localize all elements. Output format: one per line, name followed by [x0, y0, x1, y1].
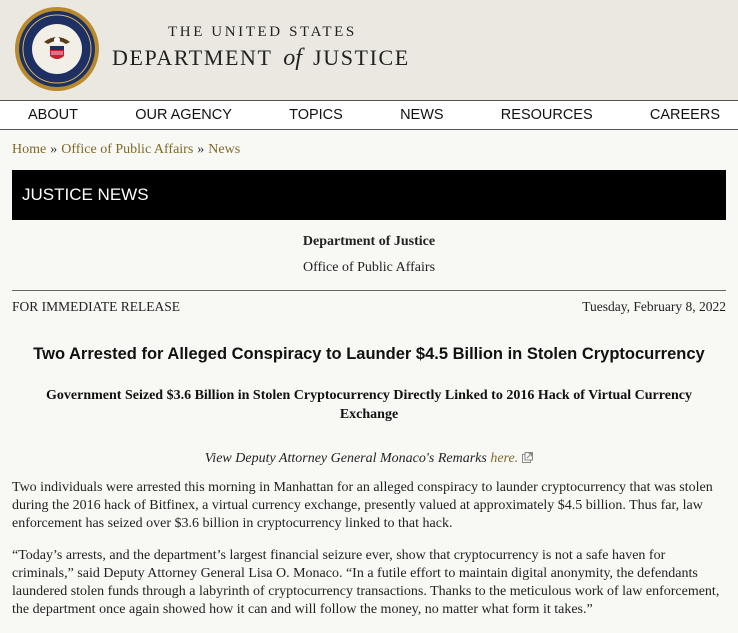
breadcrumb-separator: » — [50, 142, 58, 157]
breadcrumb-separator: » — [197, 142, 205, 157]
brand-department: DEPARTMENT — [112, 45, 273, 70]
main-nav — [0, 100, 738, 130]
remarks-text: View Deputy Attorney General Monaco's Remarks — [204, 451, 491, 466]
nav-resources[interactable]: RESOURCES — [500, 107, 593, 123]
release-row — [12, 290, 726, 315]
doj-seal-icon[interactable] — [14, 6, 100, 92]
article-paragraph: “Today’s arrests, and the department’s largest financial seizure ever, show that cryptocurrency is not a safe haven for criminals,” said Deputy Attorney General Lisa O. Monaco. “In a futile effort to maintain digital anonymity, the defendants laundered stolen funds through a labyrinth of cryptocurrency transactions. Thanks to the meticulous work of law enforcement, the department once again showed how it can and will follow the money, no matter what form it takes.” — [12, 548, 720, 617]
agency-block — [0, 234, 738, 276]
release-label: FOR IMMEDIATE RELEASE — [12, 299, 180, 314]
brand-line1: THE UNITED STATES — [168, 24, 357, 40]
external-link-icon[interactable] — [522, 452, 533, 463]
section-title: JUSTICE NEWS — [22, 185, 149, 204]
breadcrumb — [0, 130, 738, 170]
release-date: Tuesday, February 8, 2022 — [582, 299, 726, 314]
brand-of: of — [283, 45, 302, 71]
agency-office: Office of Public Affairs — [302, 260, 436, 275]
nav-our-agency[interactable]: OUR AGENCY — [135, 107, 232, 123]
breadcrumb-news[interactable]: News — [208, 142, 241, 157]
breadcrumb-office[interactable]: Office of Public Affairs — [61, 142, 194, 157]
article-title: Two Arrested for Alleged Conspiracy to Launder $4.5 Billion in Stolen Cryptocurrency — [33, 345, 705, 363]
breadcrumb-home[interactable]: Home — [12, 142, 47, 157]
site-header — [0, 0, 738, 100]
section-title-bar — [12, 170, 726, 220]
nav-careers[interactable]: CAREERS — [649, 107, 720, 123]
brand-line2 — [112, 45, 410, 72]
nav-topics[interactable]: TOPICS — [289, 107, 343, 123]
site-brand[interactable] — [112, 24, 410, 72]
article-paragraph: Two individuals were arrested this morning in Manhattan for an alleged conspiracy to launder cryptocurrency that was stolen during the 2016 hack of Bitfinex, a virtual currency exchange, presently valued at approximately $4.5 billion. Thus far, law enforcement has seized over $3.6 billion in cryptocurrency linked to that hack. — [12, 480, 713, 531]
remarks-line — [0, 451, 738, 467]
remarks-link[interactable]: here. — [490, 451, 519, 466]
nav-news[interactable]: NEWS — [400, 107, 444, 123]
nav-about[interactable]: ABOUT — [28, 107, 78, 123]
article-subtitle: Government Seized $3.6 Billion in Stolen Cryptocurrency Directly Linked to 2016 Hack of Virtual Currency Exchange — [46, 388, 692, 422]
agency-department: Department of Justice — [302, 234, 436, 249]
brand-justice: JUSTICE — [313, 45, 410, 70]
